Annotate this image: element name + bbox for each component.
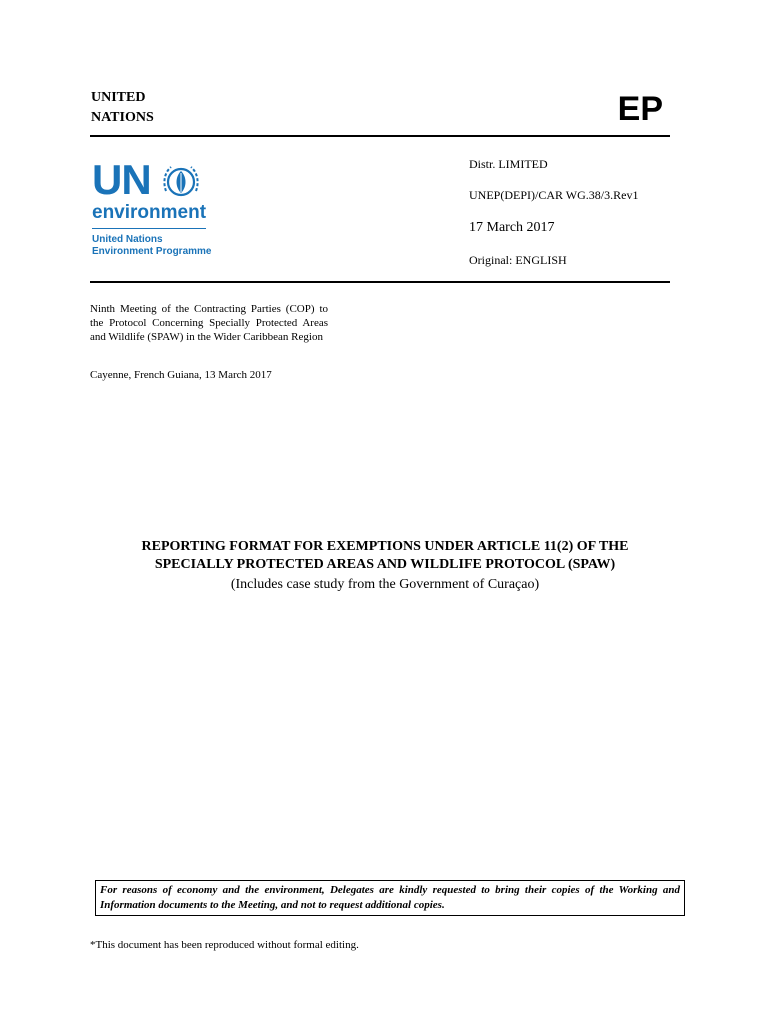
un-environment-logo xyxy=(90,158,220,266)
org-heading xyxy=(91,88,154,128)
meta-rule xyxy=(90,281,670,283)
logo-separator xyxy=(92,228,206,229)
document-series-symbol: EP xyxy=(617,90,663,128)
logo-un-text: UN xyxy=(92,156,151,203)
un-emblem-icon xyxy=(160,161,202,203)
meeting-description: Ninth Meeting of the Contracting Parties (COP) to the Protocol Concerning Specially Protected Areas and Wildlife (SPAW) in the Wider Caribbean Region xyxy=(90,303,328,343)
title-line-2: SPECIALLY PROTECTED AREAS AND WILDLIFE PROTOCOL (SPAW) xyxy=(154,557,616,572)
title-line-1: REPORTING FORMAT FOR EXEMPTIONS UNDER ARTICLE 11(2) OF THE xyxy=(141,539,629,554)
header-rule xyxy=(90,135,670,137)
original-language: Original: ENGLISH xyxy=(469,253,567,267)
meeting-venue-date: Cayenne, French Guiana, 13 March 2017 xyxy=(90,369,272,381)
footnote: *This document has been reproduced without formal editing. xyxy=(90,939,359,951)
org-line-1: UNITED xyxy=(91,90,146,105)
document-symbol: UNEP(DEPI)/CAR WG.38/3.Rev1 xyxy=(469,188,639,202)
logo-programme-name xyxy=(92,234,211,258)
document-date: 17 March 2017 xyxy=(469,220,555,235)
economy-notice: For reasons of economy and the environment, Delegates are kindly requested to bring their copies of the Working and Information documents to the Meeting, and not to request additional copies. xyxy=(95,880,685,916)
document-subtitle: (Includes case study from the Government of Curaçao) xyxy=(230,577,540,592)
logo-programme-line-1: United Nations xyxy=(92,234,163,245)
distribution: Distr. LIMITED xyxy=(469,157,548,171)
org-line-2: NATIONS xyxy=(91,110,154,125)
logo-programme-line-2: Environment Programme xyxy=(92,246,212,257)
document-title xyxy=(90,538,680,574)
logo-environment-text: environment xyxy=(92,202,207,223)
